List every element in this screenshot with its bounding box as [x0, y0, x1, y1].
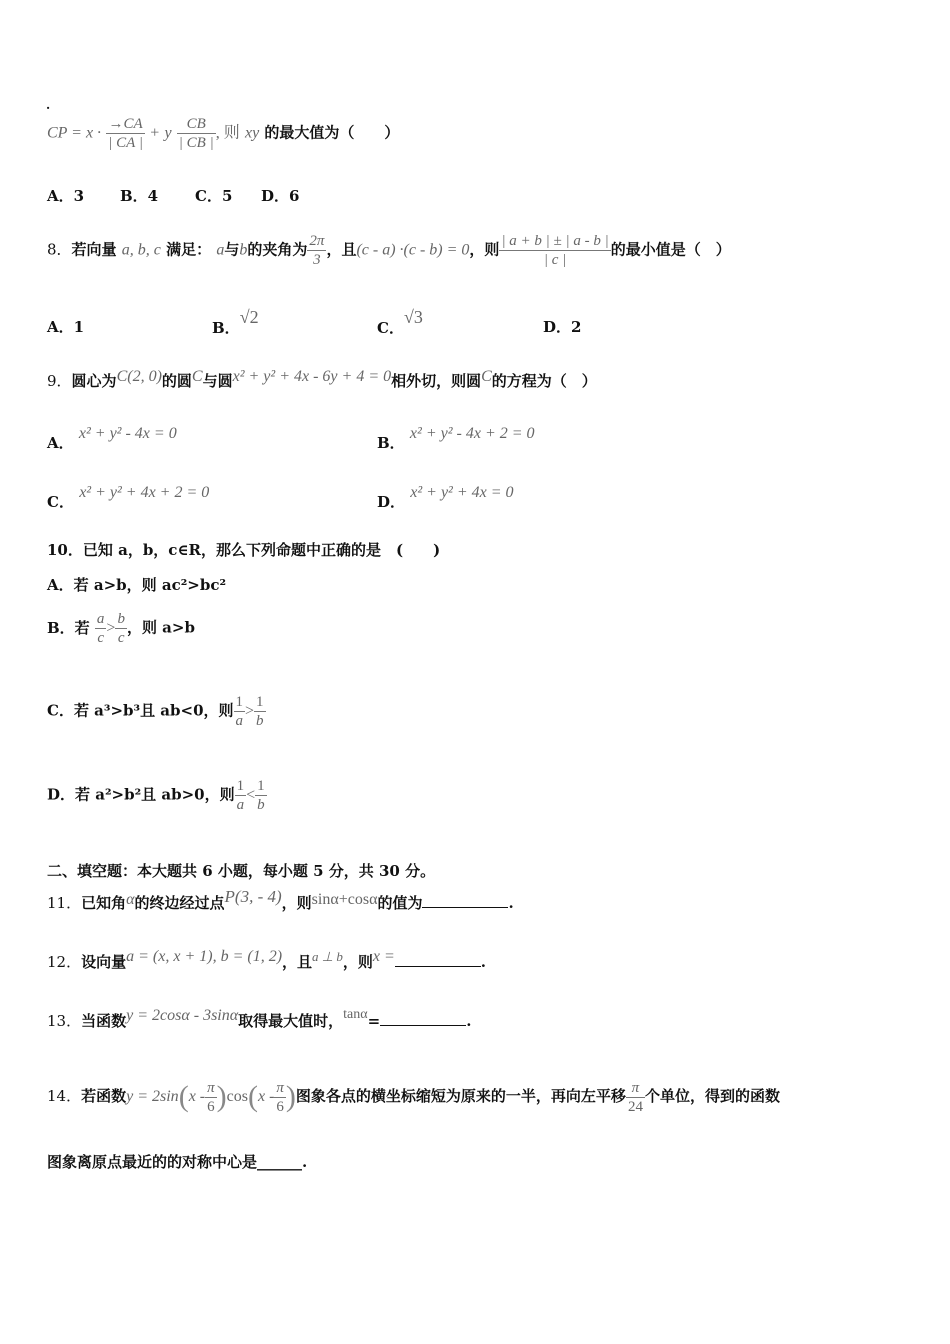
q8-text-5: ，且: [326, 240, 357, 259]
q9-text-4: 相外切，则圆: [391, 372, 482, 390]
q7-option-a[interactable]: A．3: [47, 187, 85, 205]
q7-expr-left: CP = x ·: [47, 124, 102, 142]
q9-text-3: 与圆: [202, 372, 233, 390]
q8-option-d[interactable]: D．2: [543, 318, 582, 336]
q9-option-b[interactable]: B． x² + y² - 4x + 2 = 0: [377, 425, 535, 452]
q8-option-c[interactable]: C．√3: [377, 307, 423, 337]
q9-text-2: 的圆: [161, 372, 192, 390]
q8-number: 8．: [47, 240, 72, 259]
q8-ratio: $\frac{| a + b | \pm | a - b |}{| c |}$: [501, 233, 609, 268]
q8-text-7: 的最小值是（ ）: [610, 240, 731, 259]
q7-y: y: [164, 124, 172, 142]
q8-option-b[interactable]: B．√2: [212, 307, 259, 337]
q7-tail: 的最大值为（ ）: [264, 123, 400, 142]
q7-xy: xy: [244, 124, 260, 142]
q13-answer-blank[interactable]: [380, 1011, 466, 1026]
q9-number: 9．: [47, 372, 72, 390]
q14-answer-blank[interactable]: ______: [257, 1153, 303, 1171]
section-2-heading: 二、填空题：本大题共 6 小题，每小题 5 分，共 30 分。: [47, 862, 436, 880]
q10-option-b[interactable]: B．若 $\frac{a}{c}$ > $\frac{b}{c}$ ，则 a>b: [47, 611, 195, 646]
q8-stem: [47, 232, 731, 269]
q9-circle: x² + y² + 4x - 6y + 4 = 0: [232, 368, 392, 385]
q10-option-d[interactable]: D．若 a²>b²且 ab>0，则 $\frac{1}{a}$ < $\frac{1}{b}$: [47, 778, 265, 813]
q10-stem: 10．已知 a，b，c∈R，那么下列命题中正确的是 ( ): [47, 541, 441, 559]
q8-angle: $\frac{2\pi}{3}$: [309, 233, 325, 268]
q7-frac-ca: $\frac{\to CA}{| CA |}$: [108, 116, 143, 151]
stray-dot: .: [46, 98, 51, 112]
q7-then: , 则: [215, 124, 240, 142]
q8-text-3: 与: [224, 240, 240, 259]
q9-text-5: 的方程为（ ）: [491, 372, 597, 390]
q7-frac-cb: $\frac{CB}{| CB |}$: [178, 116, 214, 151]
q10-option-c[interactable]: C．若 a³>b³且 ab<0，则 $\frac{1}{a}$ > $\frac{1}{b}$: [47, 694, 264, 729]
q9-option-c[interactable]: C． x² + y² + 4x + 2 = 0: [47, 484, 210, 511]
q8-text-1: 若向量: [71, 240, 117, 259]
q12-answer-blank[interactable]: [395, 952, 481, 967]
q9-option-a[interactable]: A． x² + y² - 4x = 0: [47, 425, 177, 452]
q9-text-1: 圆心为: [71, 372, 117, 390]
q8-option-a[interactable]: A．1: [47, 318, 85, 336]
q12-stem: 12．设向量a = (x, x + 1), b = (1, 2)，且a ⊥ b，则x = .: [47, 948, 487, 971]
q7-stem: [47, 115, 399, 152]
q14-stem: 14．若函数y = 2sin(x - $\frac{\pi}{6}$ )cos(x - $\frac{\pi}{6}$ )图象各点的横坐标缩短为原来的一半，再向左平移 $\frac{\pi}{24}$ 个单位，得到的函数: [47, 1079, 780, 1115]
q8-text-2: 满足：: [166, 240, 212, 259]
q7-plus: +: [150, 124, 160, 142]
q9-center: C(2, 0): [116, 368, 162, 385]
q7-option-b[interactable]: B．4: [120, 187, 159, 205]
q8-condition: (c - a) ·(c - b) = 0: [356, 241, 470, 259]
q8-b: b: [239, 241, 248, 259]
q11-stem: 11．已知角α的终边经过点P(3, - 4)，则sinα+cosα的值为 .: [47, 887, 514, 912]
q7-option-d[interactable]: D．6: [261, 187, 300, 205]
q9-c2: C: [481, 368, 492, 385]
q10-option-a[interactable]: A．若 a>b，则 ac²>bc²: [47, 576, 227, 594]
q9-option-d[interactable]: D． x² + y² + 4x = 0: [377, 484, 514, 511]
q13-stem: 13．当函数y = 2cosα - 3sinα取得最大值时，tanα= .: [47, 1007, 472, 1030]
q14-line-2: 图象离原点最近的的对称中心是______.: [47, 1153, 308, 1171]
q8-text-4: 的夹角为: [247, 240, 308, 259]
q8-text-6: ，则: [469, 240, 500, 259]
q8-a: a: [216, 241, 225, 259]
q9-stem: [47, 368, 597, 392]
q8-vectors: a, b, c: [121, 241, 161, 259]
q9-c: C: [191, 368, 203, 385]
q11-answer-blank[interactable]: [422, 893, 508, 908]
q7-option-c[interactable]: C．5: [195, 187, 233, 205]
